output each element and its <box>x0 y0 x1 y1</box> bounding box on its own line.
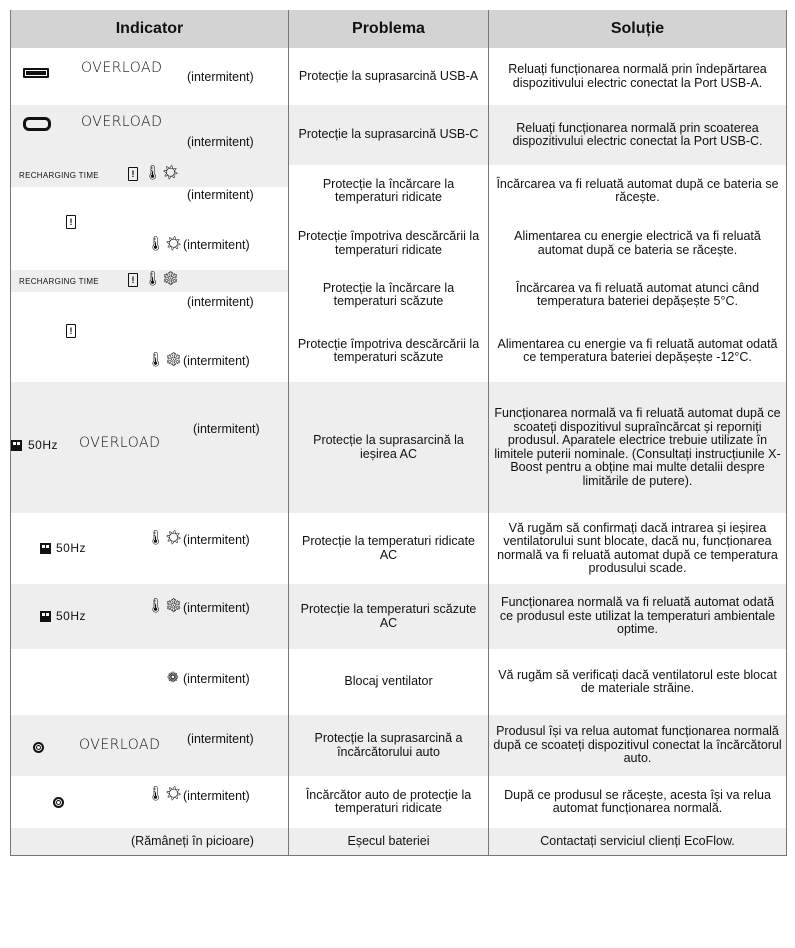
table-row <box>11 217 787 270</box>
car-charger-icon <box>53 797 64 812</box>
indicator-cell <box>11 382 289 513</box>
ac-output-icon <box>40 543 51 558</box>
frequency-label: 50Hz <box>56 609 87 623</box>
indicator-cell <box>11 48 289 105</box>
low-temp-icon: 🌡︎❄︎ <box>144 270 180 286</box>
intermittent-label: (intermitent) <box>183 533 250 547</box>
low-temp-icon: 🌡︎❄︎ <box>147 351 183 367</box>
overload-label: OVERLOAD <box>79 737 161 753</box>
table-row <box>11 649 787 715</box>
table-row <box>11 776 787 828</box>
high-temp-icon: 🌡︎☀︎ <box>147 235 183 251</box>
overload-label: OVERLOAD <box>81 114 163 130</box>
table-row <box>11 320 787 382</box>
solution-cell: Produsul își va relua automat funcționarea normală după ce scoateți dispozitivul conectat la încărcătorul auto. <box>489 715 787 776</box>
intermittent-label: (intermitent) <box>187 135 254 149</box>
fan-icon: ❁ <box>167 669 179 685</box>
overload-label: OVERLOAD <box>79 435 161 451</box>
solution-cell: Vă rugăm să confirmați dacă intrarea și ieșirea ventilatorului sunt blocate, dacă nu, funcționarea normală va fi reluată automat după ce temperatura produsului scade. <box>489 513 787 584</box>
solution-cell: Contactați serviciul clienți EcoFlow. <box>489 828 787 855</box>
high-temp-icon: 🌡︎☀︎ <box>144 164 180 180</box>
low-temp-icon: 🌡︎❄︎ <box>147 597 183 613</box>
header-indicator: Indicator <box>11 10 289 48</box>
header-solution: Soluție <box>489 10 787 48</box>
intermittent-label: (intermitent) <box>187 295 254 309</box>
table-row <box>11 513 787 584</box>
indicator-cell <box>11 165 289 217</box>
indicator-cell <box>11 320 289 382</box>
intermittent-label: (intermitent) <box>183 601 250 615</box>
header-problem: Problema <box>289 10 489 48</box>
indicator-cell <box>11 584 289 649</box>
intermittent-label: (intermitent) <box>187 188 254 202</box>
solution-cell: Funcționarea normală va fi reluată automat după ce scoateți dispozitivul supraîncărcat și reporniți produsul. Aparatele electrice trebuie utilizate în limitele puterii nominale. (Consultați instrucțiunile X-Boost pentru a obține mai multe detalii despre limitările de putere). <box>489 382 787 513</box>
battery-warning-icon: ! <box>128 273 138 287</box>
usb-a-icon <box>23 68 49 82</box>
intermittent-label: (intermitent) <box>183 238 250 252</box>
solution-cell: După ce produsul se răcește, acesta își va relua automat funcționarea normală. <box>489 776 787 828</box>
indicator-cell <box>11 828 289 855</box>
problem-cell: Protecție la temperaturi ridicate AC <box>289 513 489 584</box>
car-charger-icon <box>33 742 44 757</box>
table-row <box>11 105 787 165</box>
solution-cell: Vă rugăm să verificați dacă ventilatorul este blocat de materiale străine. <box>489 649 787 715</box>
table-row <box>11 165 787 217</box>
problem-cell: Eșecul bateriei <box>289 828 489 855</box>
indicator-cell <box>11 715 289 776</box>
indicator-table <box>10 10 787 856</box>
indicator-cell <box>11 270 289 320</box>
intermittent-label: (intermitent) <box>183 672 250 686</box>
high-temp-icon: 🌡︎☀︎ <box>147 785 183 801</box>
problem-cell: Protecție la încărcare la temperaturi scăzute <box>289 270 489 320</box>
problem-cell: Protecție la suprasarcină USB-A <box>289 48 489 105</box>
solution-cell: Alimentarea cu energie va fi reluată automat odată ce temperatura bateriei depășește -12°C. <box>489 320 787 382</box>
battery-warning-icon: ! <box>128 167 138 181</box>
intermittent-label: (intermitent) <box>187 732 254 746</box>
indicator-cell <box>11 105 289 165</box>
indicator-cell <box>11 776 289 828</box>
problem-cell: Protecție la suprasarcină la ieșirea AC <box>289 382 489 513</box>
intermittent-label: (intermitent) <box>187 70 254 84</box>
problem-cell: Încărcător auto de protecție la temperaturi ridicate <box>289 776 489 828</box>
table-row <box>11 584 787 649</box>
problem-cell: Protecție la temperaturi scăzute AC <box>289 584 489 649</box>
intermittent-label: (intermitent) <box>193 422 260 436</box>
solution-cell: Reluați funcționarea normală prin scoaterea dispozitivului electric conectat la Port USB-C. <box>489 105 787 165</box>
solution-cell: Reluați funcționarea normală prin îndepărtarea dispozitivului electric conectat la Port USB-A. <box>489 48 787 105</box>
indicator-cell <box>11 513 289 584</box>
ac-output-icon <box>40 611 51 626</box>
battery-warning-icon: ! <box>66 215 76 229</box>
intermittent-label: (intermitent) <box>183 789 250 803</box>
intermittent-label: (intermitent) <box>183 354 250 368</box>
battery-failure-label: (Rămâneți în picioare) <box>131 834 254 848</box>
table-row <box>11 382 787 513</box>
recharging-time-label: RECHARGING TIME <box>19 171 99 180</box>
table-row <box>11 270 787 320</box>
problem-cell: Protecție la suprasarcină USB-C <box>289 105 489 165</box>
battery-warning-icon: ! <box>66 324 76 338</box>
solution-cell: Încărcarea va fi reluată automat după ce bateria se răcește. <box>489 165 787 217</box>
frequency-label: 50Hz <box>56 541 87 555</box>
problem-cell: Blocaj ventilator <box>289 649 489 715</box>
problem-cell: Protecție împotriva descărcării la temperaturi scăzute <box>289 320 489 382</box>
high-temp-icon: 🌡︎☀︎ <box>147 529 183 545</box>
table-row <box>11 828 787 855</box>
indicator-cell <box>11 649 289 715</box>
problem-cell: Protecție împotriva descărcării la temperaturi ridicate <box>289 217 489 270</box>
table-row <box>11 48 787 105</box>
table-row <box>11 715 787 776</box>
usb-c-icon <box>23 117 51 135</box>
solution-cell: Alimentarea cu energie electrică va fi reluată automat după ce bateria se răcește. <box>489 217 787 270</box>
solution-cell: Funcționarea normală va fi reluată automat odată ce produsul este utilizat la temperaturi ambientale optime. <box>489 584 787 649</box>
solution-cell: Încărcarea va fi reluată automat atunci când temperatura bateriei depășește 5°C. <box>489 270 787 320</box>
problem-cell: Protecție la suprasarcină a încărcătorului auto <box>289 715 489 776</box>
problem-cell: Protecție la încărcare la temperaturi ridicate <box>289 165 489 217</box>
indicator-cell <box>11 217 289 270</box>
recharging-time-label: RECHARGING TIME <box>19 277 99 286</box>
ac-output-icon <box>11 440 22 455</box>
overload-label: OVERLOAD <box>81 60 163 76</box>
frequency-label: 50Hz <box>28 438 59 452</box>
